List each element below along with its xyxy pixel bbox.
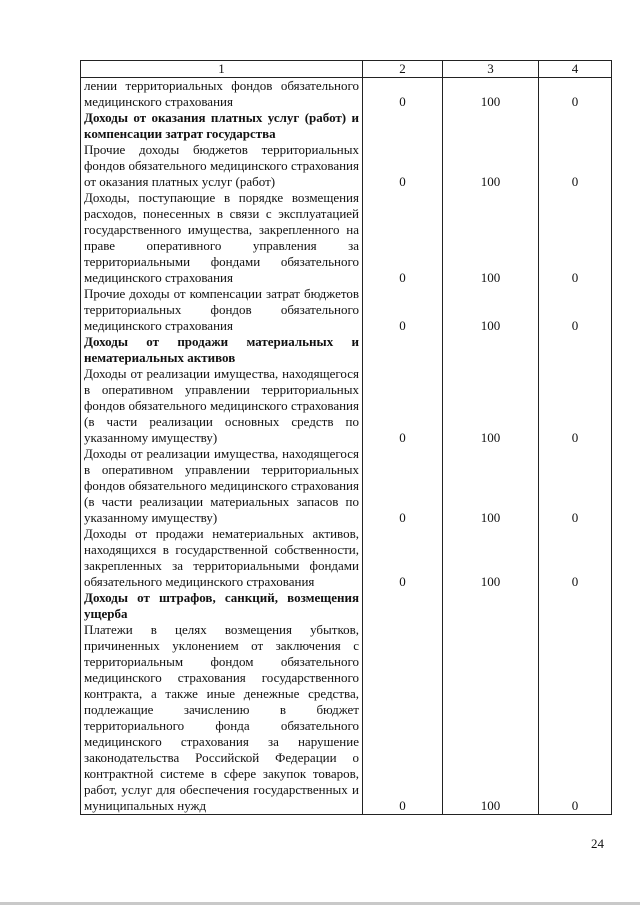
row-description: Прочие доходы от компенсации затрат бюджетов территориальных фондов обязательного медицинского страхования xyxy=(81,286,363,334)
row-description: Доходы от реализации имущества, находящегося в оперативном управлении территориальных фондов обязательного медицинского страхования (в части реализации материальных запасов по указанному имуществу) xyxy=(81,446,363,526)
row-value-col-4: 0 xyxy=(539,622,612,815)
row-value-col-2: 0 xyxy=(363,622,443,815)
row-value-col-3: 100 xyxy=(443,366,539,446)
row-value-col-2: 0 xyxy=(363,366,443,446)
row-value-col-2: 0 xyxy=(363,446,443,526)
header-col-4: 4 xyxy=(539,61,612,78)
header-row xyxy=(81,61,612,78)
row-value-col-4: 0 xyxy=(539,286,612,334)
row-description: Доходы от продажи нематериальных активов, находящихся в государственной собственности, закрепленных за территориальными фондами обязательного медицинского страхования xyxy=(81,526,363,590)
row-description: Прочие доходы бюджетов территориальных фондов обязательного медицинского страхования от оказания платных услуг (работ) xyxy=(81,142,363,190)
row-value-col-4: 0 xyxy=(539,526,612,590)
row-value-col-3: 100 xyxy=(443,142,539,190)
row-value-col-2: 0 xyxy=(363,78,443,111)
row-value-col-4: 0 xyxy=(539,366,612,446)
row-value-col-3: 100 xyxy=(443,526,539,590)
row-value-col-4: 0 xyxy=(539,446,612,526)
section-heading-row xyxy=(81,590,612,622)
header-col-2: 2 xyxy=(363,61,443,78)
row-value-col-4: 0 xyxy=(539,78,612,111)
top-edge xyxy=(0,0,640,2)
revenue-table xyxy=(80,60,612,815)
table-row xyxy=(81,142,612,190)
row-description: Доходы от реализации имущества, находящегося в оперативном управлении территориальных фондов обязательного медицинского страхования (в части реализации основных средств по указанному имуществу) xyxy=(81,366,363,446)
row-description: лении территориальных фондов обязательного медицинского страхования xyxy=(81,78,363,111)
row-value-col-3: 100 xyxy=(443,622,539,815)
table-header xyxy=(81,61,612,78)
table-row xyxy=(81,366,612,446)
row-value-col-3: 100 xyxy=(443,190,539,286)
section-heading: Доходы от штрафов, санкций, возмещения ущерба xyxy=(81,590,363,622)
section-heading-row xyxy=(81,334,612,366)
table-row xyxy=(81,190,612,286)
table-row xyxy=(81,286,612,334)
row-value-col-3: 100 xyxy=(443,286,539,334)
section-heading: Доходы от оказания платных услуг (работ) и компенсации затрат государства xyxy=(81,110,363,142)
row-value-col-3: 100 xyxy=(443,78,539,111)
header-col-3: 3 xyxy=(443,61,539,78)
table-body xyxy=(81,78,612,815)
row-value-col-4: 0 xyxy=(539,142,612,190)
header-col-1: 1 xyxy=(81,61,363,78)
row-description: Доходы, поступающие в порядке возмещения расходов, понесенных в связи с эксплуатацией государственного имущества, закрепленного на праве оперативного управления за территориальными фондами обязательного медицинского страхования xyxy=(81,190,363,286)
row-value-col-2: 0 xyxy=(363,286,443,334)
row-value-col-3: 100 xyxy=(443,446,539,526)
row-description: Платежи в целях возмещения убытков, причиненных уклонением от заключения с территориальным фондом обязательного медицинского страхования государственного контракта, а также иные денежные средства, подлежащие зачислению в бюджет территориального фонда обязательного медицинского страхования за нарушение законодательства Российской Федерации о контрактной системе в сфере закупок товаров, работ, услуг для обеспечения государственных и муниципальных нужд xyxy=(81,622,363,815)
section-heading-row xyxy=(81,110,612,142)
row-value-col-2: 0 xyxy=(363,190,443,286)
row-value-col-2: 0 xyxy=(363,142,443,190)
table-row xyxy=(81,78,612,111)
table-row xyxy=(81,446,612,526)
section-heading: Доходы от продажи материальных и нематериальных активов xyxy=(81,334,363,366)
page-number: 24 xyxy=(591,836,604,851)
row-value-col-4: 0 xyxy=(539,190,612,286)
table-row xyxy=(81,622,612,815)
row-value-col-2: 0 xyxy=(363,526,443,590)
table-row xyxy=(81,526,612,590)
